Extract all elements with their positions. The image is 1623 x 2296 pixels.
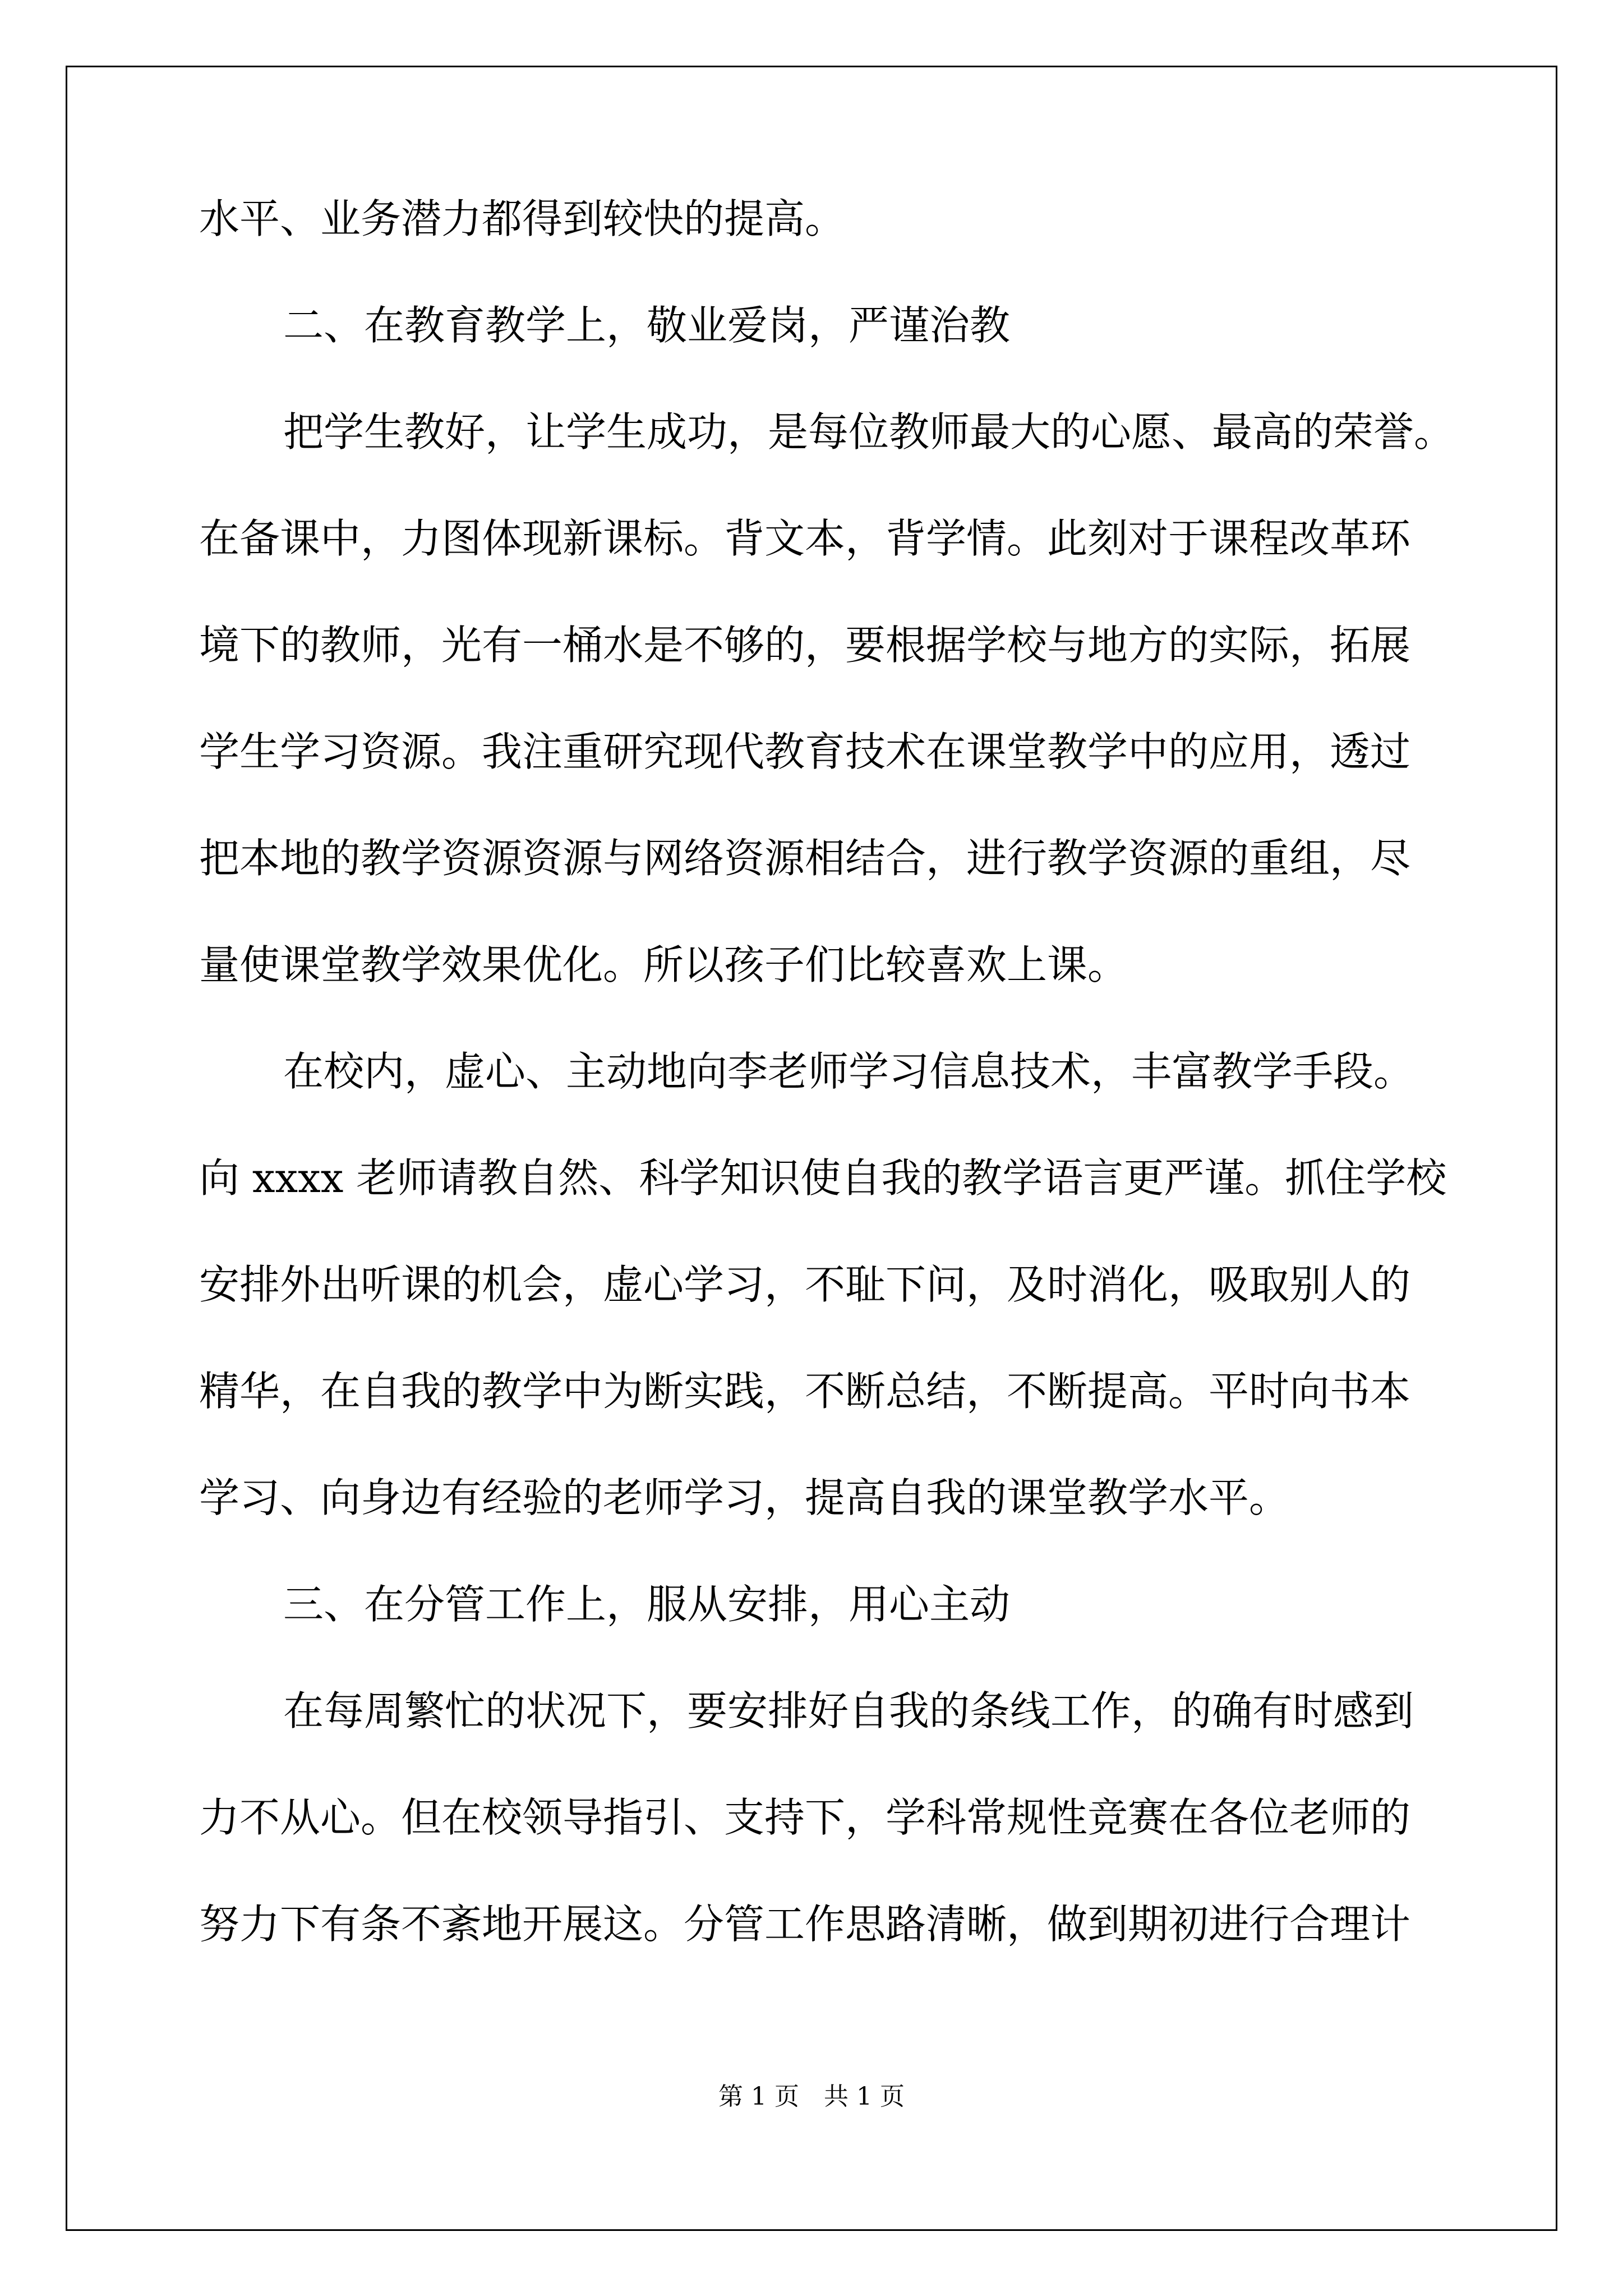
- paragraph-line-13: 学习、向身边有经验的老师学习，提高自我的课堂教学水平。: [199, 1474, 1290, 1521]
- paragraph-line-17: 努力下有条不紊地开展这。分管工作思路清晰，做到期初进行合理计: [199, 1901, 1411, 1948]
- paragraph-line-9: 在校内，虚心、主动地向李老师学习信息技术，丰富教学手段。: [283, 1048, 1414, 1095]
- paragraph-line-1: 水平、业务潜力都得到较快的提高。: [199, 195, 846, 242]
- section-heading-2: 二、在教育教学上，敬业爱岗，严谨治教: [283, 302, 1011, 349]
- paragraph-line-10: 向 xxxx 老师请教自然、科学知识使自我的教学语言更严谨。抓住学校: [199, 1154, 1447, 1202]
- page-footer: 第 1 页 共 1 页: [718, 2082, 905, 2111]
- section-heading-3: 三、在分管工作上，服从安排，用心主动: [283, 1581, 1011, 1628]
- paragraph-line-16: 力不从心。但在校领导指引、支持下，学科常规性竞赛在各位老师的: [199, 1794, 1411, 1841]
- paragraph-line-7: 把本地的教学资源资源与网络资源相结合，进行教学资源的重组，尽: [199, 835, 1411, 882]
- paragraph-line-6: 学生学习资源。我注重研究现代教育技术在课堂教学中的应用，透过: [199, 728, 1411, 775]
- paragraph-line-5: 境下的教师，光有一桶水是不够的，要根据学校与地方的实际，拓展: [199, 622, 1411, 669]
- paragraph-line-4: 在备课中，力图体现新课标。背文本，背学情。此刻对于课程改革环: [199, 515, 1411, 562]
- paragraph-line-11: 安排外出听课的机会，虚心学习，不耻下问，及时消化，吸取别人的: [199, 1261, 1411, 1308]
- paragraph-line-12: 精华，在自我的教学中为断实践，不断总结，不断提高。平时向书本: [199, 1368, 1411, 1415]
- paragraph-line-8: 量使课堂教学效果优化。所以孩子们比较喜欢上课。: [199, 941, 1128, 988]
- paragraph-line-15: 在每周繁忙的状况下，要安排好自我的条线工作，的确有时感到: [283, 1687, 1414, 1734]
- paragraph-line-3: 把学生教好，让学生成功，是每位教师最大的心愿、最高的荣誉。: [283, 408, 1455, 455]
